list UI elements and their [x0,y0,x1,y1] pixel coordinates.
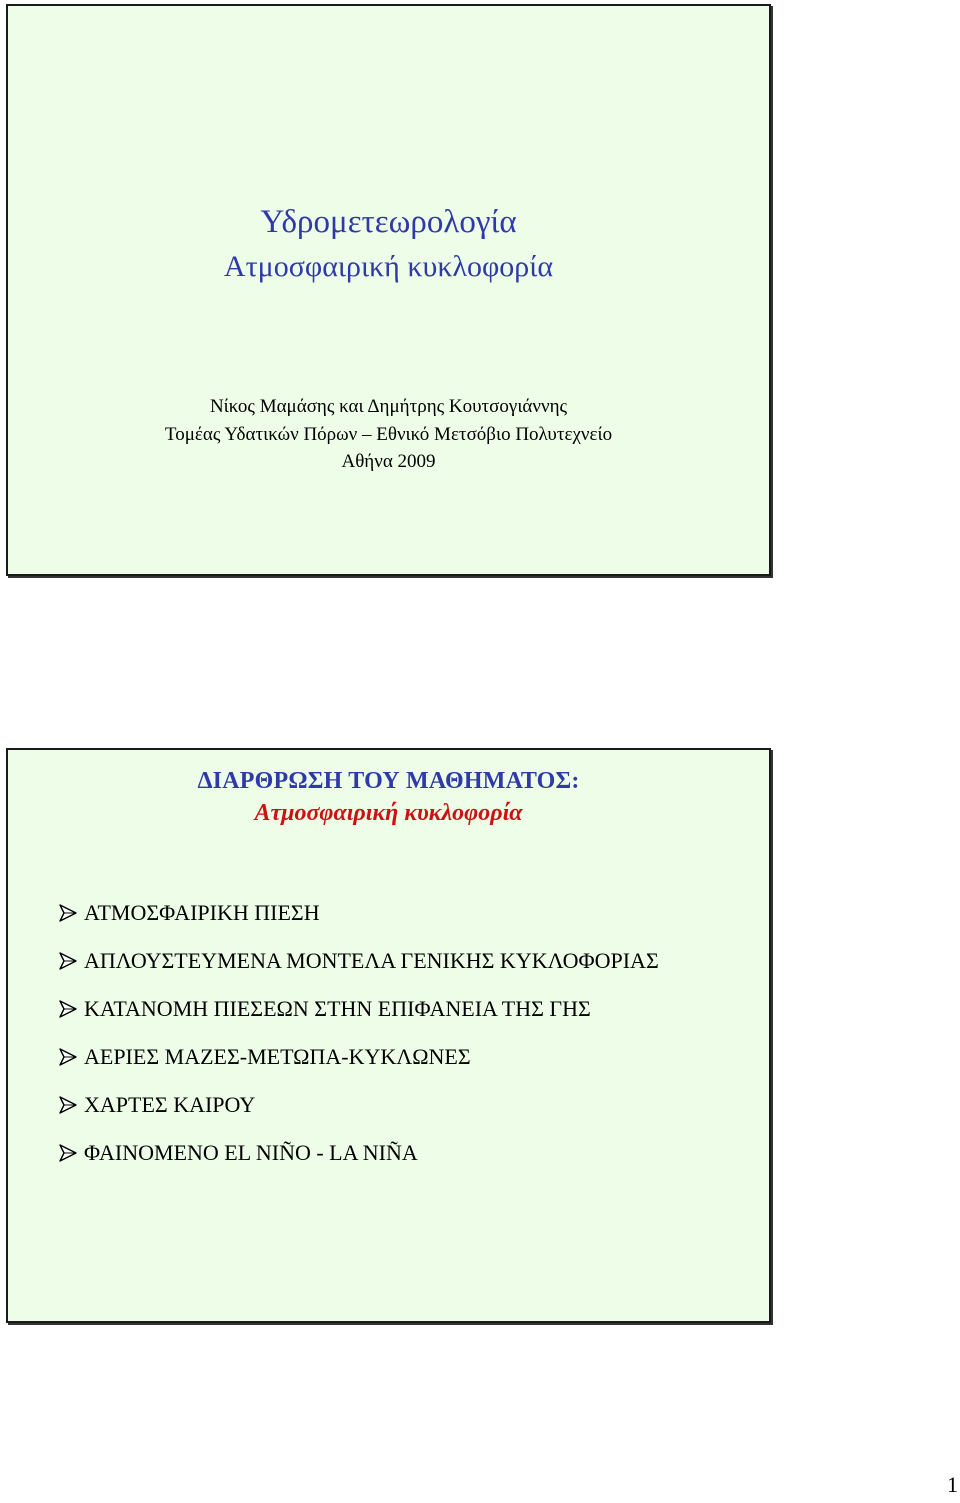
list-item [58,900,659,948]
list-item-text: ΚΑΤΑΝΟΜΗ ΠΙΕΣΕΩΝ ΣΤΗΝ ΕΠΙΦΑΝΕΙΑ ΤΗΣ ΓΗΣ [84,996,591,1021]
list-item-text: ΑΤΜΟΣΦΑΙΡΙΚΗ ΠΙΕΣΗ [84,900,320,925]
arrow-bullet-icon [58,1096,78,1114]
list-item-text: ΑΠΛΟΥΣΤΕΥΜΕΝΑ ΜΟΝΤΕΛΑ ΓΕΝΙΚΗΣ ΚΥΚΛΟΦΟΡΙΑΣ [84,948,659,973]
list-item [58,1092,659,1140]
outline-subheading: Ατμοσφαιρική κυκλοφορία [254,800,523,826]
outline-slide [6,748,771,1323]
list-item [58,948,659,996]
list-item [58,1140,659,1188]
place-year: Αθήνα 2009 [341,451,436,472]
arrow-bullet-icon [58,904,78,922]
list-item-text: ΦΑΙΝΟΜΕΝΟ EL NIÑO - LA NIÑA [84,1140,418,1165]
arrow-bullet-icon [58,1000,78,1018]
slide-subtitle: Ατμοσφαιρική κυκλοφορία [223,250,554,283]
list-item [58,1044,659,1092]
arrow-bullet-icon [58,952,78,970]
outline-list [58,900,659,1188]
list-item-text: ΧΑΡΤΕΣ ΚΑΙΡΟΥ [84,1092,256,1117]
authors: Νίκος Μαμάσης και Δημήτρης Κουτσογιάννης [209,396,568,417]
arrow-bullet-icon [58,1048,78,1066]
department: Τομέας Υδατικών Πόρων – Εθνικό Μετσόβιο Πολυτεχνείο [164,424,613,445]
title-slide [6,4,771,576]
outline-heading: ΔΙΑΡΘΡΩΣΗ ΤΟΥ ΜΑΘΗΜΑΤΟΣ: [197,768,580,794]
page-number: 1 [947,1472,958,1497]
slide-title: Υδρομετεωρολογία [260,204,517,240]
arrow-bullet-icon [58,1144,78,1162]
list-item-text: ΑΕΡΙΕΣ ΜΑΖΕΣ-ΜΕΤΩΠΑ-ΚΥΚΛΩΝΕΣ [84,1044,471,1069]
list-item [58,996,659,1044]
